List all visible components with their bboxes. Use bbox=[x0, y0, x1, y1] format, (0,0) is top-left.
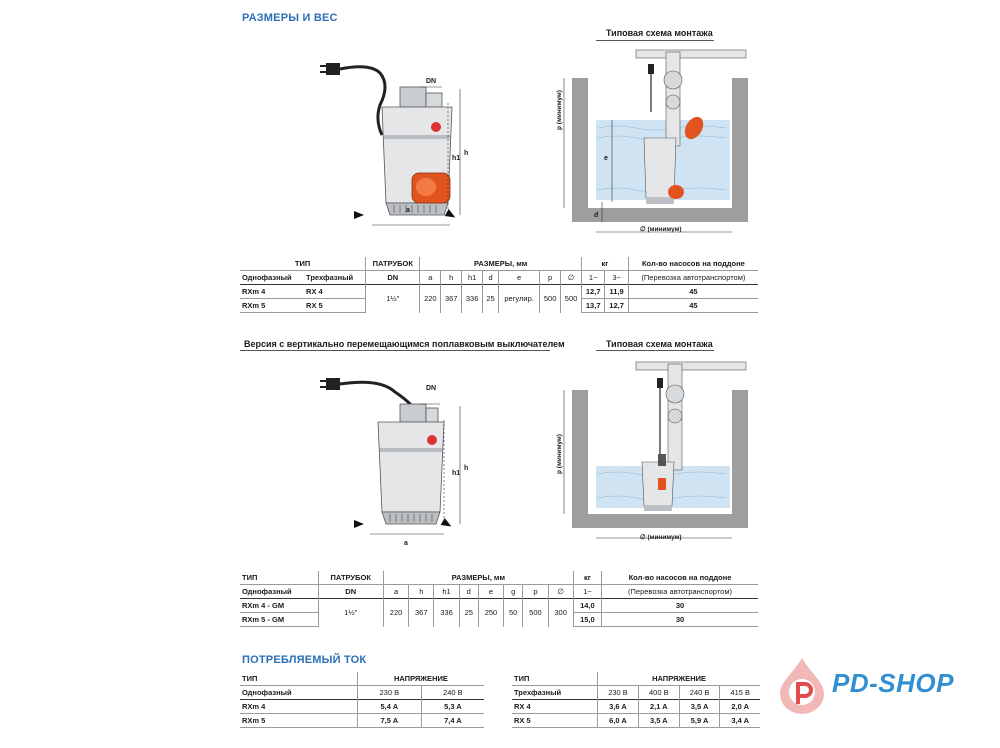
t2-col-d: d bbox=[459, 585, 478, 599]
t1-col-h1: h1 bbox=[462, 271, 483, 285]
vertical-float-icon bbox=[658, 454, 666, 466]
logo-text: PD-SHOP bbox=[832, 668, 954, 698]
t2-r2-kg1: 15,0 bbox=[573, 613, 601, 627]
pump-drawing-1 bbox=[320, 55, 470, 235]
t1-h-tip: ТИП bbox=[294, 259, 311, 268]
t2-v-h: 367 bbox=[409, 599, 434, 627]
t1-r2-three: RX 5 bbox=[304, 299, 366, 313]
label-d-1: d bbox=[594, 212, 599, 219]
t1-h-kg1: 1~ bbox=[582, 271, 605, 285]
spec-table-1 bbox=[240, 257, 758, 313]
current-table-three bbox=[512, 672, 760, 728]
schema-title-2: Типовая схема монтажа bbox=[606, 339, 713, 349]
schema-title-underline-2 bbox=[596, 350, 714, 351]
t3-r2-name: RXm 5 bbox=[240, 714, 357, 728]
t1-v-e: регулир. bbox=[499, 285, 540, 313]
t1-r1-single: RXm 4 bbox=[240, 285, 304, 299]
t1-v-d: 25 bbox=[483, 285, 499, 313]
label-h1-2: h1 bbox=[452, 470, 461, 477]
label-h-1: h bbox=[464, 150, 469, 157]
t4-v-240: 240 В bbox=[679, 686, 720, 700]
t3-h-voltage: НАПРЯЖЕНИЕ bbox=[357, 672, 484, 686]
t2-r1-kg1: 14,0 bbox=[573, 599, 601, 613]
table-row bbox=[512, 700, 760, 714]
t2-col-h1: h1 bbox=[434, 585, 459, 599]
label-diam-min-1: ∅ (минимум) bbox=[640, 226, 682, 233]
t4-h-three: Трехфазный bbox=[512, 686, 598, 700]
label-dn-2: DN bbox=[426, 385, 437, 392]
dimensions-title: РАЗМЕРЫ И ВЕС bbox=[242, 12, 338, 24]
t1-col-d: d bbox=[483, 271, 499, 285]
t3-r1-name: RXm 4 bbox=[240, 700, 357, 714]
t2-v-p: 500 bbox=[523, 599, 548, 627]
t1-r1-kg1: 12,7 bbox=[582, 285, 605, 299]
plug-icon bbox=[326, 63, 340, 75]
t4-v-415: 415 В bbox=[720, 686, 760, 700]
t1-r2-count: 45 bbox=[628, 299, 758, 313]
t2-h-kg: кг bbox=[573, 571, 601, 585]
label-dn-1: DN bbox=[426, 78, 437, 85]
t3-r1-c1: 5,4 A bbox=[357, 700, 421, 714]
t1-col-a: a bbox=[420, 271, 441, 285]
t2-col-h: h bbox=[409, 585, 434, 599]
table-row bbox=[512, 714, 760, 728]
t1-v-a: 220 bbox=[420, 285, 441, 313]
t2-col-e: e bbox=[478, 585, 503, 599]
pump-logo-icon bbox=[431, 122, 441, 132]
label-diam-min-2: ∅ (минимум) bbox=[640, 534, 682, 541]
table-row bbox=[240, 599, 758, 613]
t2-h-transport: (Перевозка автотранспортом) bbox=[602, 585, 758, 599]
water-drop-icon bbox=[776, 656, 828, 714]
version-title-underline bbox=[240, 350, 550, 351]
t1-h-kg3: 3~ bbox=[605, 271, 628, 285]
t2-col-diam: ∅ bbox=[548, 585, 573, 599]
t2-v-diam: 300 bbox=[548, 599, 573, 627]
current-title: ПОТРЕБЛЯЕМЫЙ ТОК bbox=[242, 654, 367, 666]
pump-logo-icon bbox=[427, 435, 437, 445]
t3-v-240: 240 В bbox=[421, 686, 484, 700]
label-h1-1: h1 bbox=[452, 155, 461, 162]
t3-r1-c2: 5,3 A bbox=[421, 700, 484, 714]
t2-v-h1: 336 bbox=[434, 599, 459, 627]
t4-r1-c3: 3,5 A bbox=[679, 700, 720, 714]
t4-h-voltage: НАПРЯЖЕНИЕ bbox=[598, 672, 760, 686]
t4-r2-c2: 3,5 A bbox=[638, 714, 679, 728]
schema-title-underline bbox=[596, 40, 714, 41]
t1-r2-kg1: 13,7 bbox=[582, 299, 605, 313]
t2-col-p: p bbox=[523, 585, 548, 599]
t1-col-h: h bbox=[441, 271, 462, 285]
t1-col-diam: ∅ bbox=[561, 271, 582, 285]
t1-v-h1: 336 bbox=[462, 285, 483, 313]
t1-dn: 1½" bbox=[366, 285, 420, 313]
t1-r1-count: 45 bbox=[628, 285, 758, 299]
t3-r2-c2: 7,4 A bbox=[421, 714, 484, 728]
pd-shop-logo bbox=[776, 656, 976, 716]
t2-h-razmery: РАЗМЕРЫ, мм bbox=[383, 571, 573, 585]
valve-icon bbox=[664, 71, 682, 89]
t2-v-d: 25 bbox=[459, 599, 478, 627]
schema-title-1: Типовая схема монтажа bbox=[606, 28, 713, 38]
label-p-min-1: p (минимум) bbox=[556, 90, 563, 130]
t3-h-single: Однофазный bbox=[240, 686, 357, 700]
t4-v-230: 230 В bbox=[598, 686, 639, 700]
t2-v-e: 250 bbox=[478, 599, 503, 627]
t2-h-single: Однофазный bbox=[240, 585, 318, 599]
label-a-1: a bbox=[406, 207, 410, 214]
table-row bbox=[240, 285, 758, 299]
t2-r2-count: 30 bbox=[602, 613, 758, 627]
label-a-2: a bbox=[404, 540, 408, 547]
table-row bbox=[240, 700, 484, 714]
t2-h-kg1: 1~ bbox=[573, 585, 601, 599]
t1-h-razmery: РАЗМЕРЫ, мм bbox=[420, 257, 582, 271]
t2-h-tip: ТИП bbox=[242, 573, 258, 582]
t1-col-p: p bbox=[540, 271, 561, 285]
t2-r2-single: RXm 5 - GM bbox=[240, 613, 318, 627]
t4-r2-name: RX 5 bbox=[512, 714, 598, 728]
t1-h-kg: кг bbox=[582, 257, 629, 271]
t1-col-e: e bbox=[499, 271, 540, 285]
t1-v-p: 500 bbox=[540, 285, 561, 313]
t4-r2-c3: 5,9 A bbox=[679, 714, 720, 728]
t2-h-count: Кол-во насосов на поддоне bbox=[602, 571, 758, 585]
t1-v-diam: 500 bbox=[561, 285, 582, 313]
t1-h-transport: (Перевозка автотранспортом) bbox=[628, 271, 758, 285]
t2-r1-single: RXm 4 - GM bbox=[240, 599, 318, 613]
t4-r2-c4: 3,4 A bbox=[720, 714, 760, 728]
t2-h-dn: DN bbox=[318, 585, 383, 599]
t1-r2-kg3: 12,7 bbox=[605, 299, 628, 313]
t1-h-patrubok: ПАТРУБОК bbox=[366, 257, 420, 271]
t4-r2-c1: 6,0 A bbox=[598, 714, 639, 728]
t4-r1-c1: 3,6 A bbox=[598, 700, 639, 714]
t1-r2-single: RXm 5 bbox=[240, 299, 304, 313]
t1-v-h: 367 bbox=[441, 285, 462, 313]
t4-h-tip: ТИП bbox=[514, 674, 530, 683]
t2-v-g: 50 bbox=[504, 599, 523, 627]
t4-r1-name: RX 4 bbox=[512, 700, 598, 714]
t1-h-single: Однофазный bbox=[240, 271, 304, 285]
label-e-1: e bbox=[604, 155, 608, 162]
t2-dn: 1½" bbox=[318, 599, 383, 627]
table-row bbox=[240, 714, 484, 728]
installation-schema-2 bbox=[556, 354, 756, 554]
t4-r1-c4: 2,0 A bbox=[720, 700, 760, 714]
t2-col-a: a bbox=[383, 585, 408, 599]
valve-icon bbox=[666, 385, 684, 403]
t1-h-count: Кол-во насосов на поддоне bbox=[628, 257, 758, 271]
version-title: Версия с вертикально перемещающимся поплавковым выключателем bbox=[244, 339, 565, 349]
float-low-icon bbox=[668, 185, 684, 199]
installation-schema-1 bbox=[556, 42, 756, 242]
t3-v-230: 230 В bbox=[357, 686, 421, 700]
label-p-min-2: p (минимум) bbox=[556, 434, 563, 474]
label-h-2: h bbox=[464, 465, 469, 472]
t1-h-three: Трехфазный bbox=[304, 271, 366, 285]
current-table-single bbox=[240, 672, 484, 728]
t3-r2-c1: 7,5 A bbox=[357, 714, 421, 728]
t2-r1-count: 30 bbox=[602, 599, 758, 613]
t2-col-g: g bbox=[504, 585, 523, 599]
spec-table-2 bbox=[240, 571, 758, 627]
t1-r1-kg3: 11,9 bbox=[605, 285, 628, 299]
t3-h-tip: ТИП bbox=[242, 674, 258, 683]
t4-v-400: 400 В bbox=[638, 686, 679, 700]
t4-r1-c2: 2,1 A bbox=[638, 700, 679, 714]
t1-h-dn: DN bbox=[366, 271, 420, 285]
t2-h-patrubok: ПАТРУБОК bbox=[318, 571, 383, 585]
plug-icon bbox=[326, 378, 340, 390]
pump-drawing-2 bbox=[320, 372, 470, 552]
t2-v-a: 220 bbox=[383, 599, 408, 627]
t1-r1-three: RX 4 bbox=[304, 285, 366, 299]
